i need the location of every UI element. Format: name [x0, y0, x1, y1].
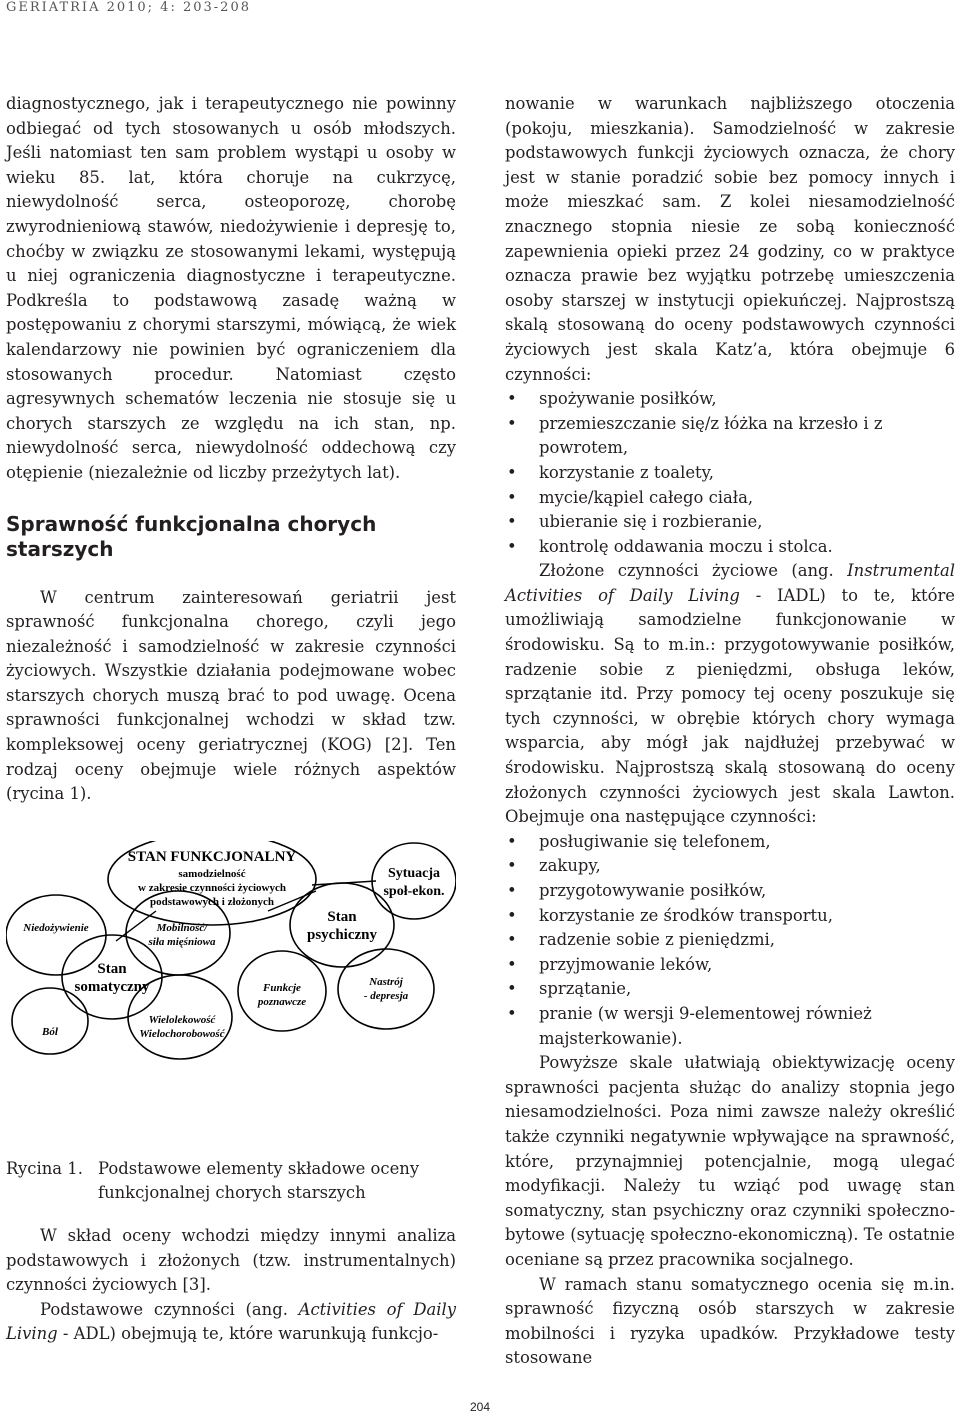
list-item: • korzystanie ze środków transportu, — [505, 904, 955, 929]
caption-number: Rycina 1. — [6, 1158, 83, 1178]
diagram-title: STAN FUNKCJONALNY — [127, 848, 297, 865]
text-run: - ADL) obejmują te, które warunkują funkcjo- — [57, 1324, 439, 1344]
ellipse-sytuacja — [372, 843, 456, 919]
figure-diagram — [6, 841, 456, 1151]
page-number: 204 — [469, 1400, 491, 1414]
diagram-label: psychiczny — [306, 926, 378, 943]
list-item: • zakupy, — [505, 854, 955, 879]
connector-line — [312, 881, 376, 885]
list-item: • przemieszczanie się/z łóżka na krzesło i z powrotem, — [505, 412, 955, 461]
list-item: • przygotowywanie posiłków, — [505, 879, 955, 904]
text-run: Podstawowe czynności (ang. — [40, 1299, 299, 1319]
italic-term: Activities of Daily Living — [6, 1299, 456, 1344]
diagram-label: w zakresie czynności życiowych — [138, 881, 286, 894]
text-run: - IADL) to te, które umożliwiają samodzielne funkcjonowanie w środowisku. Są to m.in.: przygotowywanie posiłków, radzenie sobie z pieniędzmi, obsługa leków, sprzątanie itd. Przy pomocy tej oceny poszukuje się tych czynności, w obrębie których chory wymaga wsparcia, aby mógł jak najdłużej przebywać w środowisku. Najprostszą skalą stosowaną do oceny złożonych czynności życiowych jest skala Lawton. Obejmuje ona następujące czynności: — [505, 585, 955, 827]
ellipse-stan-somatyczny — [62, 935, 162, 1019]
list-item: • radzenie sobie z pieniędzmi, — [505, 928, 955, 953]
text-run: Złożone czynności życiowe (ang. — [539, 561, 848, 581]
paragraph: diagnostycznego, jak i terapeutycznego nie powinny odbiegać od tych stosowanych u osób młodszych. Jeśli natomiast ten sam problem wystąpi u osoby w wieku 85. lat, która choruje na cukrzycę, niewydolność serca, osteoporozę, chorobę zwyrodnieniową stawów, niedożywienie i depresję to, choćby w związku ze stosowanymi lekami, występują u niej ograniczenia diagnostyczne i terapeutyczne. Podkreśla to podstawową zasadę ważną w postępowaniu z chorymi starszymi, mówiącą, że wiek kalendarzowy nie powinien być ograniczeniem dla stosowanych procedur. Natomiast często agresywnych schematów leczenia nie stosuje się u chorych starszych ze względu na ich stan, np. niewydolność serca, niewydolność oddechową czy otępienie (niezależnie od liczby przeżytych lat). — [6, 94, 456, 482]
diagram-label: Stan — [327, 908, 357, 925]
ellipse-nastroj — [338, 949, 434, 1029]
paragraph — [505, 559, 955, 830]
list-item: • sprzątanie, — [505, 977, 955, 1002]
italic-term: Instrumental Activities of Daily Living — [505, 561, 955, 605]
paragraph: Powyższe skale ułatwiają obiektywizację oceny sprawności pacjenta służąc do analizy stopnia jego niesamodzielności. Poza nimi zawsze należy określić także czynniki negatywnie wpływające na sprawność, które, przynajmniej potencjalnie, mogą ulegać modyfikacji. Należy tu wziąć pod uwagę stan somatyczny, stan psychiczny oraz czynniki społeczno-bytowe (sytuację społeczno-ekonomiczną). Te ostatnie oceniane są przez pracownika socjalnego. — [505, 1053, 955, 1269]
diagram-label: Nastrój — [369, 975, 403, 988]
right-column — [505, 92, 955, 1371]
ellipse-bol — [12, 988, 88, 1054]
ellipse-niedozywienie — [6, 895, 106, 975]
paragraph: nowanie w warunkach najbliższego otoczenia (pokoju, mieszkania). Samodzielność w zakresie podstawowych funkcji życiowych oznacza, że chory jest w stanie poradzić sobie bez pomocy innych i może mieszkać sam. Z kolei niesamodzielność znacznego stopnia niesie ze sobą konieczność zapewnienia opieki przez 24 godziny, co w praktyce oznacza prawie bez wyjątku potrzebę umieszczenia osoby starszej w instytucji opiekuńczej. Najprostszą skalą stosowaną do oceny podstawowych czynności życiowych jest skala Katz’a, która obejmuje 6 czynności: — [505, 94, 955, 384]
diagram-label: Wielochorobowość — [139, 1027, 225, 1040]
diagram-label: społ-ekon. — [383, 883, 445, 899]
list-item: • korzystanie z toalety, — [505, 461, 955, 486]
caption-text: Podstawowe elementy składowe oceny funkcjonalnej chorych starszych — [98, 1158, 420, 1203]
list-item: • spożywanie posiłków, — [505, 387, 955, 412]
list-item: • pranie (w wersji 9-elementowej również majsterkowanie). — [505, 1002, 955, 1051]
diagram-label: podstawowych i złożonych — [149, 895, 275, 908]
diagram-label: Wielolekowość — [148, 1013, 216, 1026]
diagram-label: Sytuacja — [387, 865, 441, 881]
diagram-label: Niedożywienie — [23, 921, 89, 934]
figure-caption — [6, 1157, 456, 1206]
section-heading: Sprawność funkcjonalna chorych starszych — [6, 511, 377, 561]
diagram-label: Mobilność/ — [156, 921, 208, 934]
paragraph: W centrum zainteresowań geriatrii jest sprawność funkcjonalna chorego, czyli jego niezależność i samodzielność w zakresie czynności życiowych. Wszystkie działania podejmowane wobec starszych chorych muszą brać to pod uwagę. Ocena sprawności funkcjonalnej wchodzi w skład tzw. kompleksowej oceny geriatrycznej (KOG) [2]. Ten rodzaj oceny obejmuje wiele różnych aspektów (rycina 1). — [6, 587, 456, 804]
diagram-label: samodzielność — [178, 867, 246, 880]
paragraph: W skład oceny wchodzi między innymi analiza podstawowych i złożonych (tzw. instrumentalnych) czynności życiowych [3]. — [6, 1226, 456, 1295]
diagram-label: Funkcje — [263, 981, 301, 994]
diagram-label: Stan — [97, 960, 127, 977]
list-item: • przyjmowanie leków, — [505, 953, 955, 978]
diagram-label: somatyczny — [74, 978, 150, 995]
lawton-list — [505, 830, 955, 1051]
list-item: • ubieranie się i rozbieranie, — [505, 510, 955, 535]
list-item: • kontrolę oddawania moczu i stolca. — [505, 535, 955, 560]
paragraph — [6, 1298, 456, 1347]
diagram-label: - depresja — [363, 989, 409, 1002]
katz-list — [505, 387, 955, 559]
list-item: • posługiwanie się telefonem, — [505, 830, 955, 855]
list-item: • mycie/kąpiel całego ciała, — [505, 486, 955, 511]
left-column — [6, 92, 456, 1347]
paragraph: W ramach stanu somatycznego ocenia się m.in. sprawność fizyczną osób starszych w zakresie mobilności i ryzyka upadków. Przykładowe testy stosowane — [505, 1274, 955, 1368]
diagram-label: Ból — [42, 1025, 58, 1038]
diagram-svg — [6, 841, 456, 1151]
diagram-label: siła mięśniowa — [148, 935, 216, 948]
diagram-label: poznawcze — [257, 995, 307, 1008]
journal-header: GERIATRIA 2010; 4: 203-208 — [6, 0, 251, 15]
